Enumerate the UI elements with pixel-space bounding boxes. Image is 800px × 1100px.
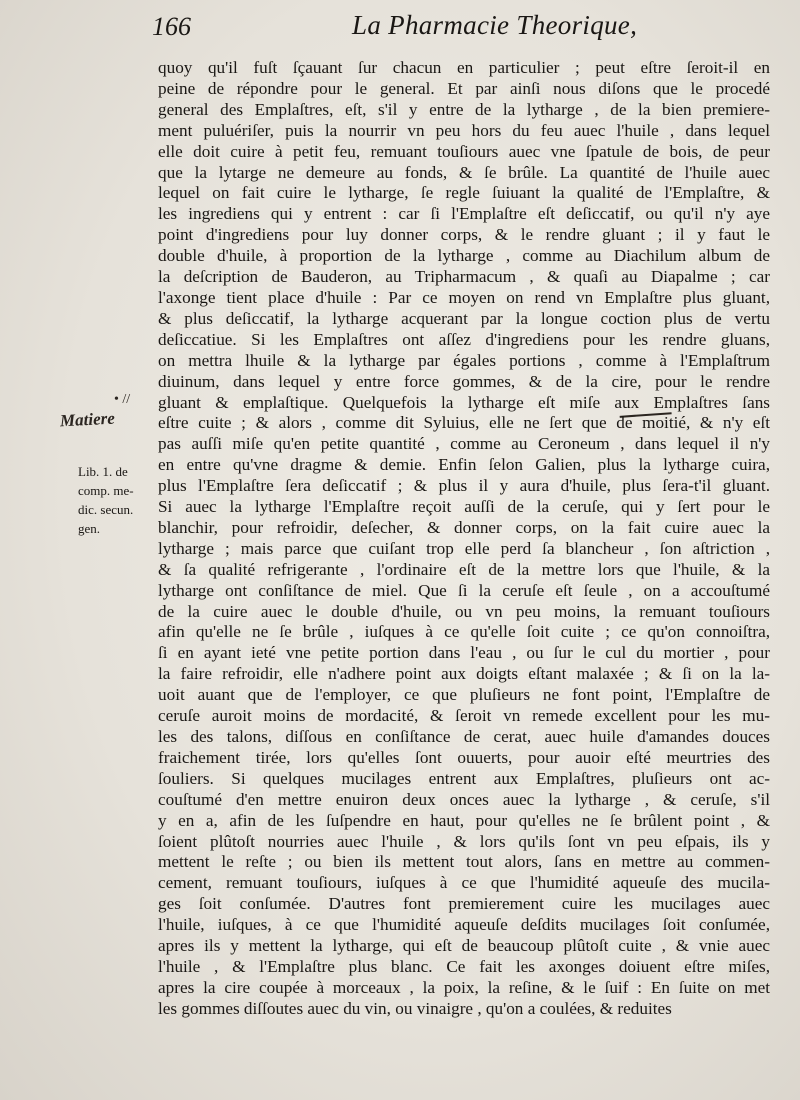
text-line: la faire refroidir, elle n'adhere point aux doigts eſtant malaxée ; & ſi on la la- [158,664,770,684]
text-line: elle doit cuire à petit feu, remuant touſiours auec vne ſpatule de bois, de peur [158,141,770,161]
page-number: 166 [152,12,191,41]
text-line: pas auſſi miſe qu'en petite quantité , comme au Ceroneum , dans lequel il n'y [158,434,770,454]
text-line: que la lytarge ne demeure au fonds, & ſe brûle. La quantité de l'huile auec [158,162,770,182]
text-line: diuinum, dans lequel y entre force gommes, & de la cire, pour le rendre [158,371,770,391]
text-line: l'huile, iuſques, à ce que l'humidité aqueuſe deſdits mucilages ſoit conſumée, [158,915,770,935]
text-line: peine de répondre pour le general. Et par ainſi nous diſons que le procedé [158,78,770,98]
text-line: lytharge ; mais parce que cuiſant trop elle perd ſa blancheur , ſon aſtriction , [158,538,770,558]
text-line: la deſcription de Bauderon, au Tripharmacum , & quaſi au Diapalme ; car [158,267,770,287]
text-line: mettent le reſte ; ou bien ils mettent tout alors, ſans en mettre au commen- [158,852,770,872]
body-text [158,58,770,1020]
margin-reference-line-1: Lib. 1. de [78,464,128,479]
text-line: apres ils y mettent la lytharge, qui eſt de beaucoup plûtoſt cuite , & vnie auec [158,936,770,956]
text-line: ſoient plûtoſt nourries auec l'huile , & lors qu'ils ſont vn peu eſpais, ils y [158,831,770,851]
text-line: l'axonge tient place d'huile : Par ce moyen on rend vn Emplaſtre plus gluant, [158,287,770,307]
margin-reference-line-2: comp. me- [78,483,134,498]
text-line: couſtumé d'en mettre enuiron deux onces auec la lytharge , & ceruſe, s'il [158,789,770,809]
text-line: ment puluériſer, puis la nourrir vn peu hors du feu auec l'huile , dans lequel [158,120,770,140]
text-line: lytharge ont conſiſtance de miel. Que ſi la ceruſe eſt ſeule , on a accouſtumé [158,580,770,600]
text-line: les gommes diſſoutes auec du vin, ou vinaigre , qu'on a coulées, & reduites [158,998,672,1018]
text-line: l'huile , & l'Emplaſtre plus blanc. Ce fait les axonges doiuent eſtre miſes, [158,956,770,976]
text-line: uoit auant que de l'employer, ce que pluſieurs ne font point, l'Emplaſtre de [158,685,770,705]
text-line: ſouliers. Si quelques mucilages entrent aux Emplaſtres, pluſieurs ont ac- [158,768,770,788]
text-line: ſi en ayant ieté vne petite portion dans l'eau , ou ſur le cul du mortier , pour [158,643,770,663]
running-title: La Pharmacie Theorique, [352,10,638,40]
text-line: deſiccatiue. Si les Emplaſtres ont aſſez d'ingrediens pour les rendre gluans, [158,329,770,349]
text-line: apres la cire coupée à morceaux , la poix, la reſine, & le ſuif : En ſuite on met [158,977,770,997]
text-line: de la cuire auec le double d'huile, ou vn peu moins, la remuant touſiours [158,601,770,621]
text-line: plus l'Emplaſtre ſera deſiccatif ; & plus il y aura d'huile, plus ſera-t'il gluant. [158,476,770,496]
text-line: general des Emplaſtres, eſt, s'il y entre de la lytharge , de la bien premiere- [158,99,770,119]
margin-reference-line-4: gen. [78,521,101,536]
text-line: cement, remuant touſiours, iuſques à ce que l'humidité aqueuſe des mucila- [158,873,770,893]
text-line: en entre qu'vne dragme & demie. Enfin ſelon Galien, plus la lytharge cuira, [158,455,770,475]
text-line: ceruſe auroit moins de mordacité, & ſeroit vn remede excellent pour les mu- [158,706,770,726]
text-line: & ſa qualité refrigerante , l'ordinaire eſt de la mettre lors que l'huile, & la [158,559,770,579]
text-line: quoy qu'il fuſt ſçauant ſur chacun en particulier ; peut eſtre ſeroit-il en [158,58,770,77]
text-line: y en a, afin de les ſuſpendre en haut, pour qu'elles ne ſe brûlent point , & [158,810,770,830]
text-line: fraichement tirée, lors qu'elles ſont ouuerts, pour auoir eſté meurtries des [158,747,770,767]
text-line: gluant & emplaſtique. Quelquefois la lytharge eſt miſe aux Emplaſtres ſans [158,392,770,412]
text-line: lequel on fait cuire le lytharge, ſe regle ſuiuant la qualité de l'Emplaſtre, & [158,183,770,203]
text-line: les des talons, diſſous en conſiſtance de cerat, auec huile d'amandes douces [158,727,770,746]
margin-marks: • // [114,392,131,407]
text-line: eſtre cuite ; & alors , comme dit Syluius, elle ne ſert que de moitié, & n'y eſt [158,413,770,433]
text-line: on mettra lhuile & la lytharge par égales portions , comme à l'Emplaſtrum [158,350,770,370]
text-line: Si auec la lytharge l'Emplaſtre reçoit auſſi de la ceruſe, qui y ſert pour le [158,497,770,517]
text-line: afin qu'elle ne ſe brûle , iuſques à ce qu'elle ſoit cuite ; ce qu'on connoiſtra, [158,622,770,642]
margin-reference-line-3: dic. secun. [78,502,134,517]
text-line: point d'ingrediens pour luy donner corps, & le rendre gluant ; il y faut le [158,225,770,245]
text-line: & plus deſiccatif, la lytharge acquerant par la longue coction plus de vertu [158,308,770,328]
text-line: blanchir, pour refroidir, deſecher, & donner corps, on la fait cuire auec la [158,517,770,537]
text-line: les ingrediens qui y entrent : car ſi l'Emplaſtre eſt deſiccatif, ou qu'il n'y aye [158,204,770,224]
text-line: ges ſoit conſumée. D'autres font premierement cuire les mucilages auec [158,894,770,914]
text-line: double d'huile, à proportion de la lytharge , comme au Diachilum album de [158,246,770,266]
handwritten-margin-note: Matiere [59,408,116,431]
